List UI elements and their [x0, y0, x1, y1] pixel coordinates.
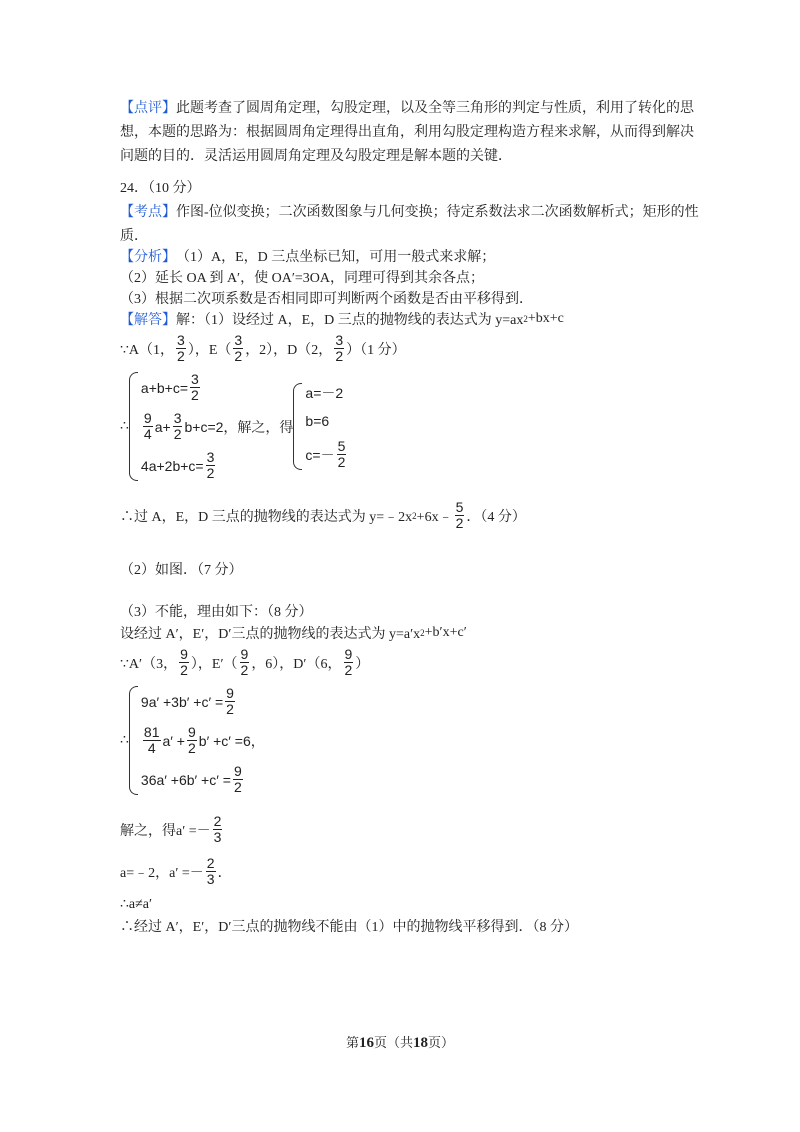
denominator: 2	[335, 348, 344, 364]
footer-text: 第	[345, 1035, 359, 1050]
solution-line-1	[120, 309, 564, 329]
numerator: 9	[233, 763, 242, 779]
conclusion-line	[120, 916, 578, 936]
numerator: 9	[226, 685, 234, 701]
page-number: 16	[358, 1035, 374, 1051]
denominator: 2	[233, 779, 242, 795]
denominator: 2	[180, 662, 188, 678]
denominator: 2	[337, 454, 346, 470]
equation-row	[141, 450, 224, 481]
question-number	[120, 177, 201, 197]
text-run: c=－	[305, 446, 335, 463]
equation-row	[141, 372, 224, 403]
numerator: 3	[234, 332, 243, 348]
text-run: （2）如图．（7 分）	[120, 563, 243, 578]
numerator: 9	[240, 646, 249, 662]
numerator: 2	[206, 855, 215, 871]
numerator: 2	[213, 813, 222, 829]
text-run: ）	[355, 656, 370, 672]
brace-icon	[129, 372, 138, 481]
text-run: 解：（1）设经过 A，E，D 三点的抛物线的表达式为 y=ax	[176, 313, 524, 328]
denominator: 2	[455, 515, 464, 531]
equation-row	[305, 383, 348, 403]
denominator: 2	[226, 701, 234, 717]
denominator: 2	[177, 348, 185, 364]
fraction	[344, 647, 354, 678]
text-run: ∴	[120, 733, 129, 748]
brace-icon	[129, 686, 138, 795]
text-run: ．（4 分）	[466, 509, 526, 525]
text-run: ∴a≠a′	[120, 897, 153, 912]
text-run: 问题的目的．灵活运用圆周角定理及勾股定理是解本题的关键．	[120, 149, 512, 164]
fraction	[190, 372, 200, 403]
numerator: 81	[143, 724, 160, 740]
compare-line	[120, 856, 232, 887]
text-run: （2）延长 OA 到 A′，使 OA′=3OA，同理可得到其余各点；	[120, 271, 485, 286]
text-run: 质．	[120, 229, 148, 244]
text-run: 36a′ +6b′ +c′ =	[140, 771, 231, 788]
denominator: 2	[191, 387, 199, 403]
equation-system	[129, 686, 251, 795]
text-run: ∵A′（3，	[120, 656, 178, 672]
comment-line-2	[120, 121, 694, 141]
text-run: b+c=2	[184, 418, 224, 435]
section-label: 【解答】	[120, 313, 176, 328]
text-run: b=6	[305, 413, 330, 429]
text-run: 想，本题的思路为：根据圆周角定理得出直角，利用勾股定理构造方程来求解，从而得到解决	[120, 125, 694, 140]
superscript: 2	[420, 628, 425, 638]
text-run: 此题考查了圆周角定理，勾股定理，以及全等三角形的判定与性质，利用了转化的思	[176, 101, 694, 116]
equation-system	[129, 372, 224, 481]
solve-line	[120, 814, 224, 845]
brace-icon	[293, 383, 302, 470]
denominator: 2	[240, 662, 249, 678]
analysis-line-1	[120, 246, 495, 266]
numerator: 5	[455, 499, 464, 515]
text-run: （1）A，E，D 三点坐标已知，可用一般式来求解；	[176, 250, 496, 265]
equation-system-2	[120, 686, 265, 795]
denominator: 2	[206, 465, 215, 481]
fraction	[240, 647, 250, 678]
text-run: ．	[217, 865, 232, 881]
footer-text: 页）	[428, 1035, 455, 1050]
section-label: 【分析】	[120, 250, 176, 265]
comment-line-1	[120, 97, 694, 117]
page-footer	[0, 1032, 800, 1052]
denominator: 2	[187, 740, 196, 756]
numerator: 3	[335, 332, 344, 348]
text-run: a+b+c=	[140, 379, 189, 396]
denominator: 2	[173, 426, 182, 442]
equation-row	[141, 764, 251, 795]
numerator: 3	[173, 410, 182, 426]
fraction	[187, 725, 197, 756]
text-run: ），E（	[187, 342, 232, 358]
numerator: 3	[177, 332, 185, 348]
text-run: ，	[250, 734, 265, 750]
part2-line	[120, 559, 243, 579]
text-run: +6x﹣	[416, 509, 453, 525]
text-run: （3）不能，理由如下：（8 分）	[120, 605, 313, 620]
fraction	[143, 411, 153, 442]
text-run: 设经过 A′，E′，D′三点的抛物线的表达式为 y=a′x	[120, 627, 421, 642]
points-line-2	[120, 647, 369, 678]
text-run: ），E′（	[190, 656, 238, 672]
text-run: 解之，得a′ =－	[120, 823, 211, 839]
text-run: a=﹣2，a′ =－	[120, 865, 204, 881]
total-pages: 18	[413, 1035, 428, 1051]
section-label: 【点评】	[120, 101, 176, 116]
numerator: 5	[337, 438, 346, 454]
equation-row	[141, 725, 251, 756]
kaodian-line-2	[120, 225, 148, 245]
fraction	[213, 814, 223, 845]
fraction	[143, 725, 161, 756]
fraction	[233, 764, 243, 795]
inequality-line	[120, 896, 152, 913]
text-run: +b′x+c′	[424, 625, 467, 640]
text-run: ，6），D′（6，	[251, 656, 342, 672]
text-run: ，2），D（2，	[245, 342, 333, 358]
equation-row	[305, 439, 348, 470]
text-run: ）（1 分）	[346, 342, 406, 358]
denominator: 2	[234, 348, 243, 364]
fraction	[206, 856, 216, 887]
denominator: 3	[206, 871, 215, 887]
text-run: ∵A（1，	[120, 342, 175, 358]
text-run: +bx+c	[527, 311, 564, 326]
text-run: a′ +	[162, 732, 185, 749]
numerator: 3	[206, 449, 215, 465]
system-rows	[141, 372, 224, 481]
system-rows	[305, 383, 348, 470]
superscript: 2	[412, 510, 417, 521]
system-rows	[141, 686, 251, 795]
section-label: 【考点】	[120, 205, 176, 220]
denominator: 2	[344, 662, 353, 678]
text-run: ，解之，得	[223, 420, 294, 436]
kaodian-line-1	[120, 201, 699, 221]
text-run: 作图-位似变换；二次函数图象与几何变换；待定系数法求二次函数解析式；矩形的性	[176, 205, 699, 220]
equation-row	[141, 686, 251, 717]
text-run: 24．（10 分）	[120, 181, 201, 196]
numerator: 9	[187, 724, 196, 740]
denominator: 3	[213, 829, 222, 845]
numerator: 3	[191, 371, 199, 387]
equation-row	[141, 411, 224, 442]
text-run: a+	[154, 418, 171, 435]
text-run: ∴	[120, 419, 129, 434]
text-run: （3）根据二次项系数是否相同即可判断两个函数是否由平移得到．	[120, 292, 533, 307]
equation-system	[293, 383, 348, 470]
analysis-line-2	[120, 267, 484, 287]
text-run: 9a′ +3b′ +c′ =	[140, 693, 224, 710]
result-line-1	[120, 500, 526, 531]
superscript: 2	[523, 314, 528, 324]
analysis-line-3	[120, 288, 533, 308]
part3-setup	[120, 623, 467, 643]
fraction	[225, 686, 235, 717]
part3-line	[120, 601, 313, 621]
fraction	[206, 450, 216, 481]
fraction	[173, 411, 183, 442]
fraction	[337, 439, 347, 470]
denominator: 4	[143, 426, 152, 442]
points-line-1	[120, 333, 406, 364]
fraction	[179, 647, 189, 678]
text-run: ∴过 A，E，D 三点的抛物线的表达式为 y=﹣2x	[120, 509, 413, 525]
fraction	[233, 333, 243, 364]
footer-text: 页（共	[373, 1035, 413, 1050]
text-run: 4a+2b+c=	[140, 457, 204, 474]
text-run: a=－2	[305, 385, 344, 401]
numerator: 9	[143, 410, 152, 426]
fraction	[334, 333, 344, 364]
fraction	[455, 500, 465, 531]
text-run: ∴经过 A′，E′，D′三点的抛物线不能由（1）中的抛物线平移得到．（8 分）	[120, 920, 578, 935]
comment-line-3	[120, 145, 512, 165]
equation-row	[305, 411, 348, 431]
text-run: b′ +c′ =6	[198, 732, 251, 749]
numerator: 9	[180, 646, 188, 662]
denominator: 4	[147, 740, 156, 756]
equation-system-1	[120, 372, 348, 481]
numerator: 9	[344, 646, 353, 662]
fraction	[176, 333, 186, 364]
